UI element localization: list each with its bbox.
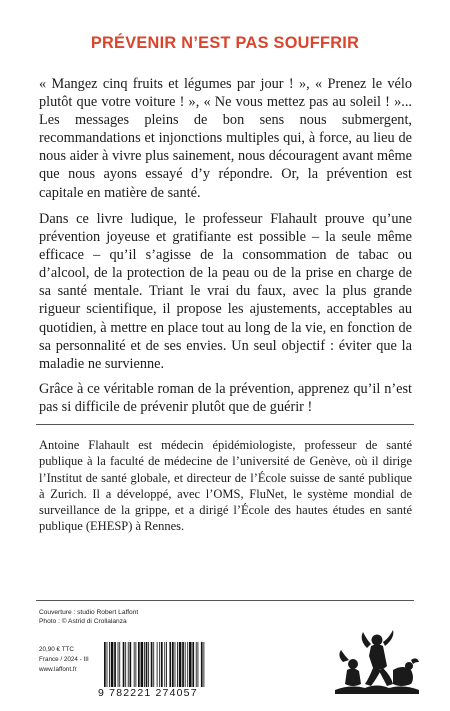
blurb-paragraph-3: Grâce à ce véritable roman de la prévention, apprenez qu’il n’est pas si difficile de prévenir plutôt que de guérir !	[39, 381, 412, 416]
divider-top	[36, 424, 414, 425]
publisher-logo-icon	[331, 626, 423, 696]
barcode-bar	[128, 642, 129, 688]
barcode-bar	[118, 642, 119, 688]
barcode-bar	[146, 642, 148, 688]
barcode-bar	[157, 642, 158, 688]
cover-credits	[39, 609, 138, 626]
barcode-bar	[166, 642, 167, 688]
barcode-bar	[134, 642, 135, 688]
barcode-bar	[130, 642, 132, 688]
back-cover-title: PRÉVENIR N’EST PAS SOUFFRIR	[90, 34, 360, 52]
barcode-bar	[153, 642, 154, 688]
price: 20,90 € TTC	[39, 646, 74, 653]
barcode-bar	[125, 642, 126, 688]
barcode-bar	[192, 642, 194, 688]
barcode-bar	[141, 642, 144, 688]
blurb-paragraph-1: « Mangez cinq fruits et légumes par jour ! », « Prenez le vélo plutôt que votre voiture ! », « Ne vous mettez pas au soleil ! »... Les messages pleins de bon sens nous submergent, recommandations et injonctions multiples qui, à force, au lieu de nous aider à vivre plus sainement, nous découragent avant même que nous ayons essayé d’y répondre. Or, la prévention est capitale en matière de santé.	[39, 76, 412, 201]
barcode-bar	[164, 642, 165, 688]
barcode-bar	[104, 642, 106, 688]
barcode-bar	[151, 642, 153, 688]
barcode-bar	[144, 642, 145, 688]
divider-bottom	[36, 600, 414, 601]
barcode-bar	[107, 642, 108, 688]
barcode-bar	[187, 642, 188, 688]
barcode-bar	[177, 642, 178, 688]
barcode-bar	[138, 642, 140, 688]
website: www.laffont.fr	[39, 666, 77, 674]
author-bio: Antoine Flahault est médecin épidémiologiste, professeur de santé publique à la faculté de médecine de l’université de Genève, où il dirige l’Institut de santé globale, et directeur de l’École suisse de santé publique à Zurich. Il a développé, avec l’OMS, FluNet, le système mondial de surveillance de la grippe, et a dirigé l’École des hautes études en santé publique (EHESP) à Rennes.	[39, 438, 412, 534]
barcode-bar	[148, 642, 149, 688]
barcode-bar	[119, 642, 120, 688]
barcode-bar	[189, 642, 192, 688]
barcode-bar	[114, 642, 116, 688]
barcode-bar	[123, 642, 125, 688]
blurb-paragraph-2: Dans ce livre ludique, le professeur Flahault prouve qu’une prévention joyeuse et gratifiante est possible – la seule même efficace – qu’il s’agisse de la consommation de tabac ou d’alcool, de la protection de la peau ou de la prise en charge de sa santé mentale. Triant le vrai du faux, avec la plus grande rigueur scientifique, il propose les ajustements, acceptables au quotidien, à mettre en place tout au long de la vie, en fonction de sa personnalité et de ses envies. Un seul objectif : éviter que la maladie ne survienne.	[39, 211, 412, 372]
barcode-bar	[172, 642, 174, 688]
publisher-info	[39, 645, 89, 676]
barcode-bar	[198, 642, 199, 688]
barcode-bar	[111, 642, 114, 688]
barcode-bar	[179, 642, 182, 688]
barcode-bar	[159, 642, 160, 688]
barcode-bar	[201, 642, 203, 688]
cover-credit: Couverture : studio Robert Laffont	[39, 609, 139, 616]
barcode-bar	[135, 642, 136, 688]
barcode-bar	[161, 642, 163, 688]
barcode-bar	[185, 642, 186, 688]
barcode-bar	[196, 642, 197, 688]
photo-credit: Photo : © Astrid di Crollalanza	[39, 617, 127, 625]
barcode-bar	[109, 642, 110, 688]
barcode-bar	[169, 642, 171, 688]
barcode-number: 9 782221 274057	[98, 687, 210, 699]
barcode-bar	[203, 642, 204, 688]
barcode-bar	[175, 642, 176, 688]
edition: France / 2024 - III	[39, 656, 89, 664]
barcode-bar	[182, 642, 184, 688]
